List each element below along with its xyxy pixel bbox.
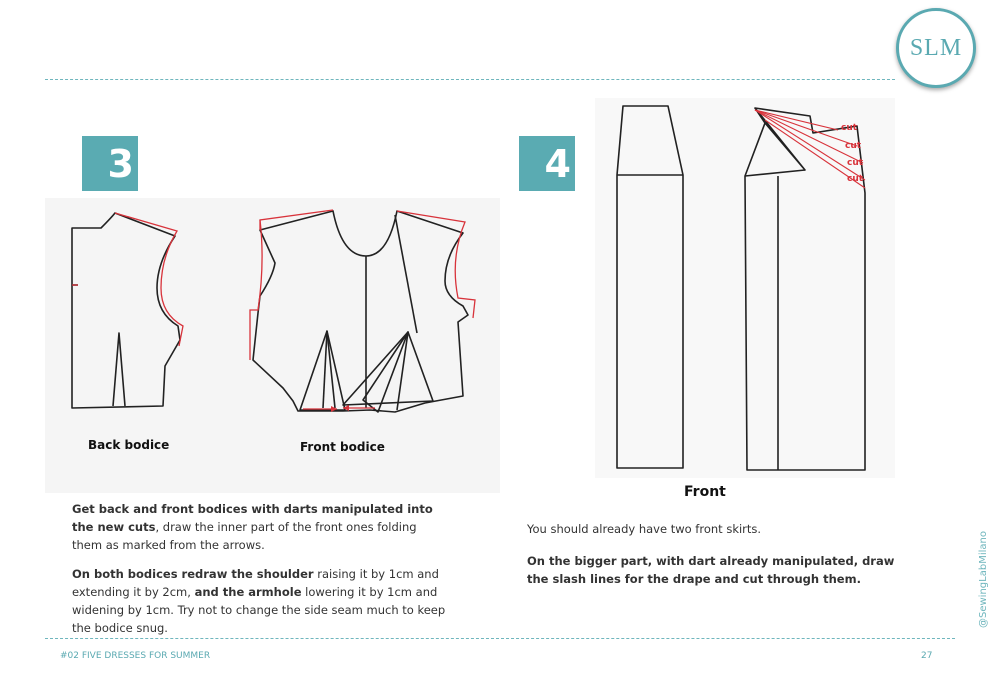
footer-title: #02 FIVE DRESSES FOR SUMMER (60, 651, 211, 661)
instructions-left-p1-bold: Get back and front bodices with darts manipulated into the new cuts (72, 502, 433, 534)
instructions-left-p2-bold2: and the armhole (194, 585, 302, 599)
slm-logo (896, 8, 976, 88)
cut-label-4: cut (847, 174, 864, 184)
front-bodice-caption: Front bodice (300, 440, 385, 454)
back-bodice-dart (113, 333, 125, 406)
instructions-right-p2-bold: On the bigger part, with dart already manipulated, draw the slash lines for the drape and cut through them. (527, 554, 895, 586)
front-right-dart (343, 332, 433, 405)
instructions-right-p2 (527, 552, 917, 588)
instructions-left-p2 (72, 565, 447, 637)
instructions-left-p2-mid: raising it by 1cm and extending it by 2cm, (72, 567, 439, 599)
instructions-left-p2-bold1: On both bodices redraw the shoulder (72, 567, 314, 581)
step-3-badge (82, 136, 138, 191)
skirt-caption: Front (684, 484, 726, 500)
front-left-dart (300, 331, 345, 410)
cut-label-1: cut (841, 123, 858, 133)
instructions-left-p1 (72, 500, 442, 554)
step-4-number: 4 (544, 141, 571, 186)
back-bodice-outline (72, 213, 180, 408)
skirt-narrow-outline (617, 106, 683, 468)
instructions-right-p1 (527, 520, 917, 538)
bottom-divider (45, 638, 955, 639)
front-bodice-outline (253, 211, 468, 412)
cut-label-3: cut (847, 158, 864, 168)
back-bodice-caption: Back bodice (88, 438, 170, 452)
instructions-right-p1-text: You should already have two front skirts. (527, 522, 762, 536)
instagram-handle: @SewingLabMilano (978, 531, 989, 628)
page-number: 27 (921, 651, 933, 661)
step-4-badge (519, 136, 575, 191)
instructions-left-p2-end: lowering it by 1cm and widening by 1cm. Try not to change the side seam much to keep the bodice snug. (72, 585, 446, 635)
skirt-figure (595, 98, 895, 478)
step-3-number: 3 (107, 141, 134, 186)
cut-label-2: cut (845, 141, 862, 151)
instructions-left-p1-rest: , draw the inner part of the front ones folding them as marked from the arrows. (72, 520, 417, 552)
skirt-drawing (595, 98, 895, 478)
top-divider (45, 79, 895, 80)
logo-text: SLM (909, 34, 963, 61)
